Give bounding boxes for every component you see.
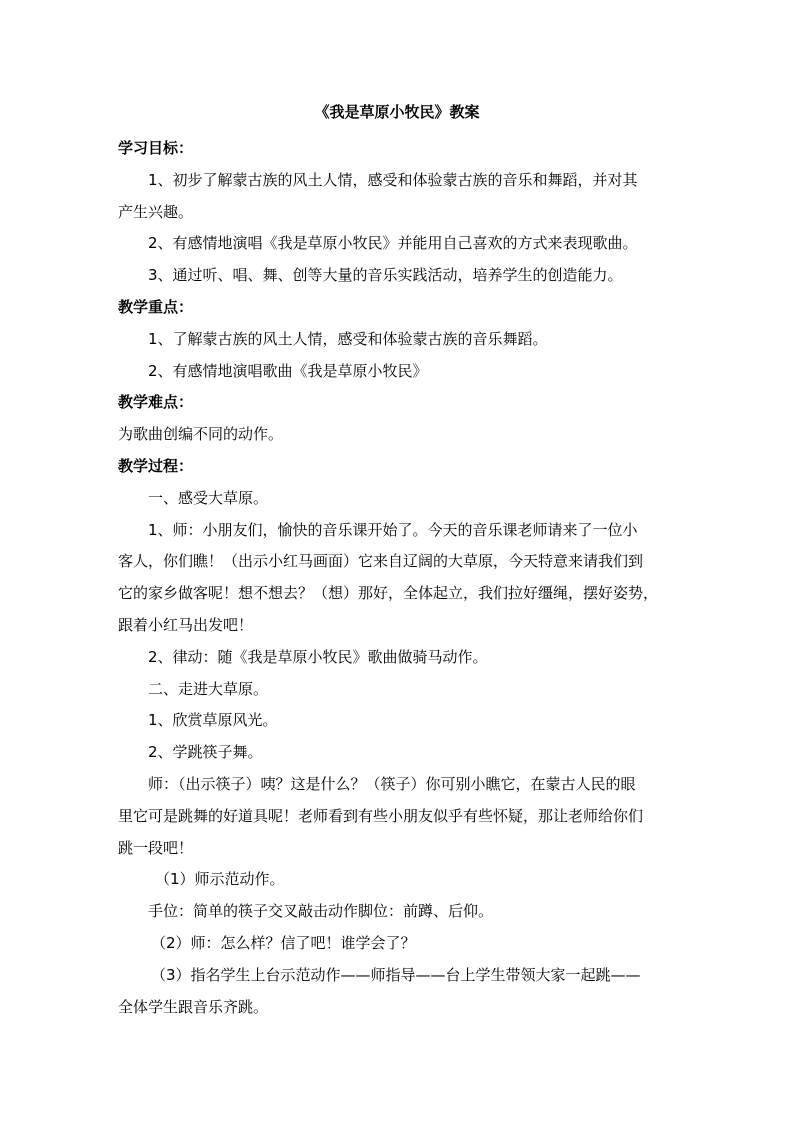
heading-learning-goals: 学习目标：	[118, 139, 194, 157]
section-2-paragraph-line-2: 里它可是跳舞的好道具呢！老师看到有些小朋友似乎有些怀疑，那让老师给你们	[118, 806, 644, 825]
section-2-paragraph-line-3: 跳一段吧！	[118, 838, 194, 857]
heading-teaching-focus: 教学重点：	[118, 297, 194, 316]
heading-teaching-difficulty: 教学难点：	[118, 393, 194, 412]
section-2-item-2: 2、学跳筷子舞。	[148, 743, 263, 762]
goal-3: 3、通过听、唱、舞、创等大量的音乐实践活动，培养学生的创造能力。	[148, 266, 623, 285]
section-1-heading: 一、感受大草原。	[148, 488, 269, 507]
step-2: （2）师：怎么样？信了吧！谁学会了？	[151, 933, 416, 952]
section-1-item-1-line-4: 跟着小红马出发吧！	[118, 615, 254, 634]
focus-1: 1、了解蒙古族的风土人情，感受和体验蒙古族的音乐舞蹈。	[148, 329, 548, 348]
section-1-item-1-line-2: 客人，你们瞧！（出示小红马画面）它来自辽阔的大草原，今天特意来请我们到	[118, 552, 644, 571]
document-title: 《我是草原小牧民》教案	[314, 103, 480, 121]
goal-1-line-2: 产生兴趣。	[118, 202, 194, 221]
section-1-item-2: 2、律动：随《我是草原小牧民》歌曲做骑马动作。	[148, 647, 488, 666]
goal-1-line-1: 1、初步了解蒙古族的风土人情，感受和体验蒙古族的音乐和舞蹈，并对其	[148, 170, 638, 189]
section-1-item-1-line-1: 1、师：小朋友们，愉快的音乐课开始了。今天的音乐课老师请来了一位小	[148, 520, 638, 539]
goal-2: 2、有感情地演唱《我是草原小牧民》并能用自己喜欢的方式来表现歌曲。	[148, 234, 638, 253]
hand-position: 手位：简单的筷子交叉敲击动作脚位：前蹲、后仰。	[148, 902, 494, 921]
section-2-heading: 二、走进大草原。	[148, 679, 269, 698]
document-body	[118, 133, 678, 1023]
difficulty-1: 为歌曲创编不同的动作。	[118, 425, 284, 444]
section-2-item-1: 1、欣赏草原风光。	[148, 711, 278, 730]
step-1: （1）师示范动作。	[155, 870, 285, 889]
focus-2: 2、有感情地演唱歌曲《我是草原小牧民》	[148, 361, 428, 380]
section-2-paragraph-line-1: 师：（出示筷子）咦？这是什么？（筷子）你可别小瞧它，在蒙古人民的眼	[148, 774, 636, 793]
heading-teaching-process: 教学过程：	[118, 456, 194, 475]
section-1-item-1-line-3: 它的家乡做客呢！想不想去？（想）那好，全体起立，我们拉好缰绳，摆好姿势，	[118, 584, 659, 603]
step-3-line-1: （3）指名学生上台示范动作——师指导——台上学生带领大家一起跳——	[151, 965, 641, 984]
step-3-line-2: 全体学生跟音乐齐跳。	[118, 997, 269, 1016]
